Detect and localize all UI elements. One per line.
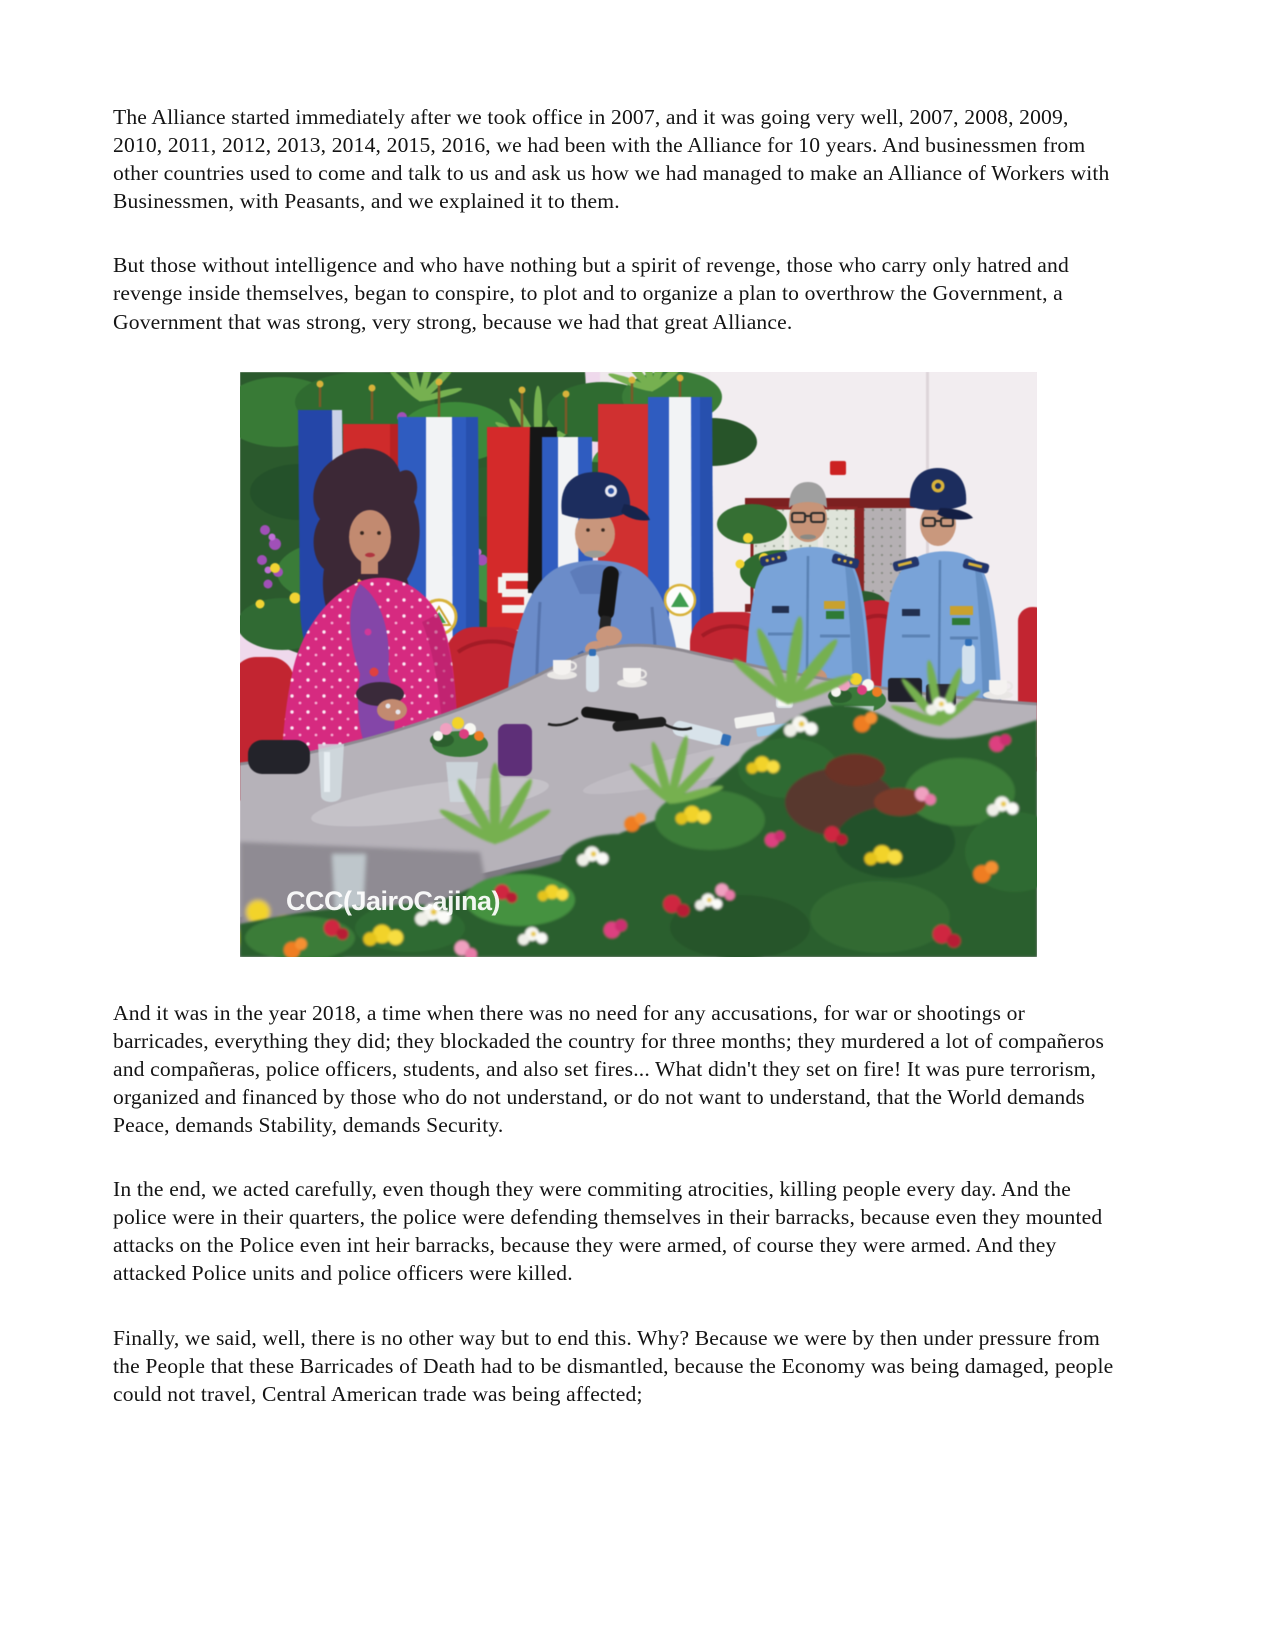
water-bottle <box>962 639 975 684</box>
paragraph-1: The Alliance started immediately after we took office in 2007, and it was going very well, 2007, 2008, 2009, 2010, 2011, 2012, 2013, 2014, 2015, 2016, we had been with the Alliance for 10 years. And businessmen from other countries used to come and talk to us and ask us how we had managed to make an Alliance of Workers with Businessmen, with Peasants, and we explained it to them. <box>113 105 1110 214</box>
nicaragua-emblem <box>665 585 695 615</box>
water-goblet <box>318 744 344 802</box>
chair-armrest <box>248 740 310 774</box>
paragraph-3: And it was in the year 2018, a time when there was no need for any accusations, for war or shootings or barricades, everything they did; they blockaded the country for three months; they murdered a lot of compañeros and compañeras, police officers, students, and also set fires... What didn't they set on fire! It was pure terrorism, organized and financed by those who do not understand, or do not want to understand, that the World demands Peace, demands Stability, demands Security. <box>113 1000 1105 1138</box>
fire-alarm-icon <box>830 461 846 475</box>
mustache <box>584 550 606 557</box>
watermark: CCC(JairoCajina) <box>285 885 500 916</box>
woman-hands <box>377 699 407 721</box>
paragraph-2: But those without intelligence and who have nothing but a spirit of revenge, those who carry only hatred and revenge inside themselves, began to conspire, to plot and to organize a plan to overthrow the Government, a Government that was strong, very strong, because we had that great Alliance. <box>113 253 1069 334</box>
paragraph-4: In the end, we acted carefully, even though they were commiting atrocities, killing people every day. And the police were in their quarters, the police were defending themselves in their barracks, because even they mounted attacks on the Police even int heir barracks, because they were armed, of course they were armed. And they attacked Police units and police officers were killed. <box>113 1177 1103 1286</box>
paragraph-5: Finally, we said, well, there is no other way but to end this. Why? Because we were by then under pressure from the People that these Barricades of Death had to be dismantled, because the Economy was being damaged, people could not travel, Central American trade was being affected; <box>113 1325 1114 1406</box>
water-bottle <box>586 649 599 692</box>
document-body <box>113 103 1163 1408</box>
purple-bag <box>498 724 532 776</box>
photo <box>240 372 1037 957</box>
